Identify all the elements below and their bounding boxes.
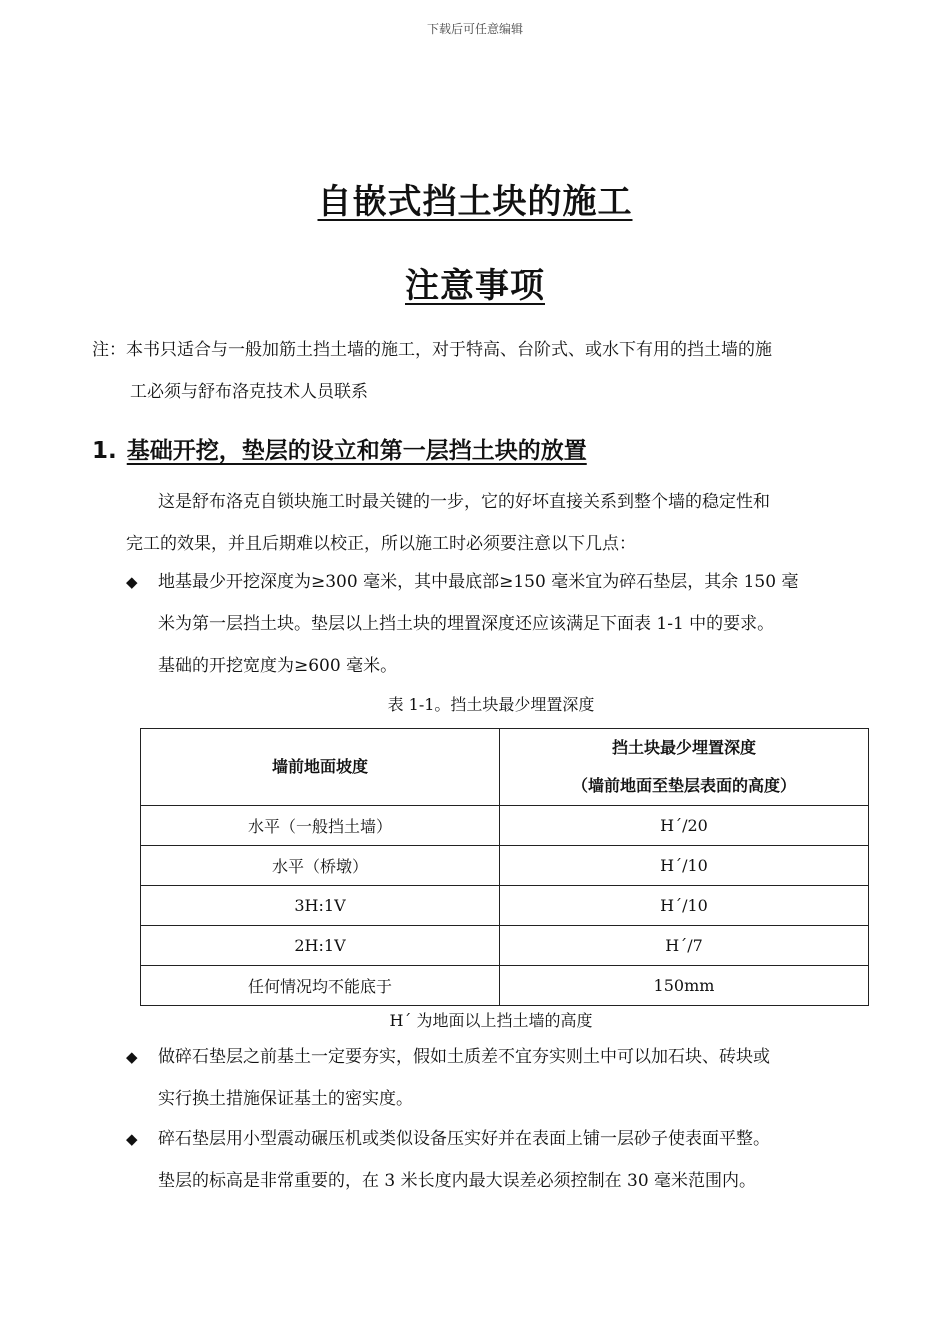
table-row — [141, 886, 869, 926]
section-heading — [92, 432, 587, 465]
bullet-line: 实行换土措施保证基土的密实度。 — [158, 1089, 413, 1109]
header-slope: 墙前地面坡度 — [141, 729, 500, 806]
note-line1: 注：本书只适合与一般加筋土挡土墙的施工，对于特高、台阶式、或水下有用的挡土墙的施 — [92, 340, 772, 360]
page-header: 下载后可任意编辑 — [426, 22, 523, 36]
intro-line2: 完工的效果，并且后期难以校正，所以施工时必须要注意以下几点： — [126, 534, 636, 554]
header-depth-line2: （墙前地面至垫层表面的高度） — [571, 776, 796, 795]
table-caption: 表 1-1。挡土块最少埋置深度 — [387, 695, 595, 714]
bullet-line: 米为第一层挡土块。垫层以上挡土块的埋置深度还应该满足下面表 1-1 中的要求。 — [158, 614, 775, 634]
table-row — [141, 806, 869, 846]
intro-paragraph — [126, 481, 861, 565]
bullet-line: 基础的开挖宽度为≥600 毫米。 — [158, 656, 398, 676]
cell-slope: 水平（桥墩） — [141, 846, 500, 886]
table-footnote: H´ 为地面以上挡土墙的高度 — [389, 1011, 593, 1030]
document-title-line1: 自嵌式挡土块的施工 — [317, 182, 633, 222]
document-title-line2: 注意事项 — [405, 266, 545, 306]
cell-depth: H´/10 — [500, 886, 869, 926]
table-header-row — [141, 729, 869, 806]
note-line2: 工必须与舒布洛克技术人员联系 — [130, 382, 368, 402]
cell-depth: 150mm — [500, 966, 869, 1006]
diamond-bullet-icon: ◆ — [126, 573, 138, 591]
diamond-bullet-icon: ◆ — [126, 1130, 138, 1148]
scope-note — [92, 329, 862, 413]
cell-slope: 2H:1V — [141, 926, 500, 966]
header-depth-line1: 挡土块最少埋置深度 — [611, 738, 756, 757]
cell-slope: 3H:1V — [141, 886, 500, 926]
bullet-line: 垫层的标高是非常重要的，在 3 米长度内最大误差必须控制在 30 毫米范围内。 — [158, 1171, 757, 1191]
bullet-line: 碎石垫层用小型震动碾压机或类似设备压实好并在表面上铺一层砂子使表面平整。 — [158, 1129, 770, 1149]
table-row — [141, 846, 869, 886]
bullet-line: 做碎石垫层之前基土一定要夯实，假如土质差不宜夯实则土中可以加石块、砖块或 — [158, 1047, 770, 1067]
table-row — [141, 966, 869, 1006]
bullet-line: 地基最少开挖深度为≥300 毫米，其中最底部≥150 毫米宜为碎石垫层，其余 150 毫 — [158, 572, 799, 592]
cell-depth: H´/10 — [500, 846, 869, 886]
cell-slope: 水平（一般挡土墙） — [141, 806, 500, 846]
embedment-depth-table — [140, 728, 869, 1006]
bullet-item — [126, 1036, 861, 1120]
cell-depth: H´/20 — [500, 806, 869, 846]
cell-depth: H´/7 — [500, 926, 869, 966]
section-title: 基础开挖，垫层的设立和第一层挡土块的放置 — [126, 438, 587, 464]
bullet-item — [126, 561, 861, 687]
intro-line1: 这是舒布洛克自锁块施工时最关键的一步，它的好坏直接关系到整个墙的稳定性和 — [158, 492, 770, 512]
section-number: 1. — [92, 438, 117, 464]
header-depth — [500, 729, 869, 806]
bullet-item — [126, 1118, 861, 1202]
table-row — [141, 926, 869, 966]
diamond-bullet-icon: ◆ — [126, 1048, 138, 1066]
cell-slope: 任何情况均不能底于 — [141, 966, 500, 1006]
